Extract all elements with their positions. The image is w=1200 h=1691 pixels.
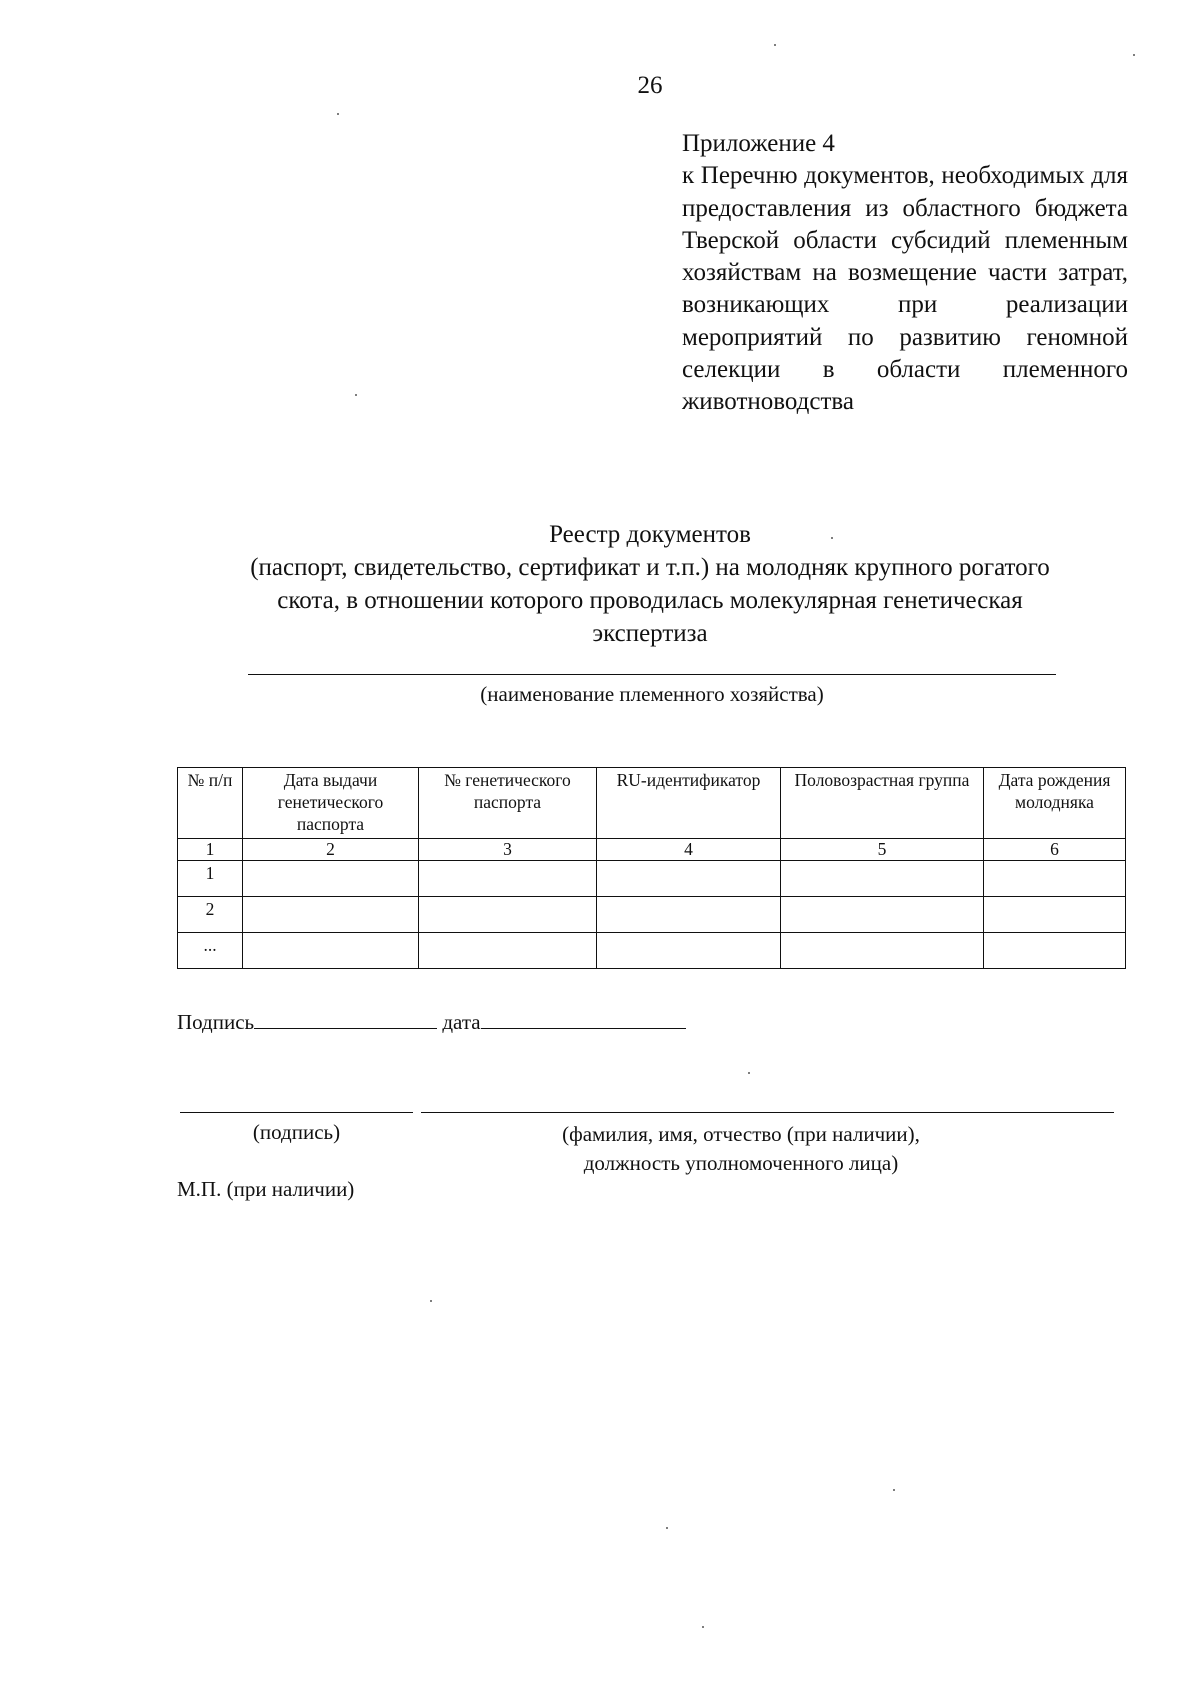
registry-title: [150, 518, 1150, 650]
table-cell: [419, 897, 597, 933]
column-number-row: [178, 839, 1126, 861]
registry-title-line: Реестр документов: [549, 521, 751, 548]
column-number: 6: [984, 839, 1126, 861]
page-number: 26: [637, 72, 663, 99]
signature-blank: [254, 1008, 437, 1029]
registry-table: [177, 767, 1126, 969]
header-ru-id: RU-идентификатор: [597, 768, 781, 839]
appendix-block: [682, 128, 1128, 419]
stamp-label: М.П. (при наличии): [177, 1177, 355, 1201]
appendix-body: к Перечню документов, необходимых для предоставления из областного бюджета Тверской области субсидий племенным хозяйствам на возмещение части затрат, возникающих при реализации мероприятий по развитию геномной селекции в области племенного животноводства: [682, 162, 1128, 416]
farm-name-line: [248, 674, 1056, 675]
table-cell: ...: [178, 933, 243, 969]
column-number: 5: [781, 839, 984, 861]
scan-speck: [666, 1527, 668, 1529]
table-row: [178, 861, 1126, 897]
table-cell: [984, 897, 1126, 933]
table-header-row: [178, 768, 1126, 839]
table-cell: [781, 897, 984, 933]
table-cell: 2: [178, 897, 243, 933]
farm-name-caption: (наименование племенного хозяйства): [480, 682, 824, 706]
scan-speck: [893, 1489, 895, 1491]
fio-caption-line: (фамилия, имя, отчество (при наличии),: [562, 1122, 920, 1146]
header-sex-age-group: Половозрастная группа: [781, 768, 984, 839]
table-cell: [984, 933, 1126, 969]
registry-title-line: скота, в отношении которого проводилась молекулярная генетическая: [277, 587, 1023, 614]
table-cell: [419, 861, 597, 897]
table-cell: [243, 933, 419, 969]
table-cell: [419, 933, 597, 969]
table-cell: [243, 897, 419, 933]
scan-speck: [774, 44, 776, 46]
scan-speck: [702, 1626, 704, 1628]
scan-speck: [831, 537, 833, 539]
table-cell: [597, 933, 781, 969]
date-label: дата: [442, 1010, 481, 1034]
table-cell: 1: [178, 861, 243, 897]
table-cell: [984, 861, 1126, 897]
table-cell: [597, 861, 781, 897]
registry-title-line: (паспорт, свидетельство, сертификат и т.п.) на молодняк крупного рогатого: [250, 554, 1050, 581]
column-number: 3: [419, 839, 597, 861]
signature-date-line: [177, 1008, 686, 1035]
signature-caption: (подпись): [252, 1120, 341, 1144]
table-row: [178, 933, 1126, 969]
scan-speck: [337, 113, 339, 115]
signature-label: Подпись: [177, 1010, 255, 1034]
header-issue-date: Дата выдачи генетического паспорта: [243, 768, 419, 839]
header-number: № п/п: [178, 768, 243, 839]
table-cell: [243, 861, 419, 897]
fio-caption-line: должность уполномоченного лица): [583, 1151, 899, 1175]
date-blank: [481, 1008, 686, 1029]
table-row: [178, 897, 1126, 933]
table-cell: [781, 933, 984, 969]
fio-line: [421, 1112, 1114, 1113]
fio-caption: [421, 1120, 1061, 1178]
column-number: 4: [597, 839, 781, 861]
registry-title-line: экспертиза: [592, 620, 708, 647]
scan-speck: [355, 394, 357, 396]
header-birth-date: Дата рождения молодняка: [984, 768, 1126, 839]
scan-speck: [430, 1300, 432, 1302]
appendix-title: Приложение 4: [682, 130, 835, 157]
header-passport-number: № генетического паспорта: [419, 768, 597, 839]
column-number: 1: [178, 839, 243, 861]
scan-speck: [1133, 54, 1135, 56]
table-cell: [781, 861, 984, 897]
signature-line: [180, 1112, 413, 1113]
column-number: 2: [243, 839, 419, 861]
table-cell: [597, 897, 781, 933]
scan-speck: [748, 1072, 750, 1074]
